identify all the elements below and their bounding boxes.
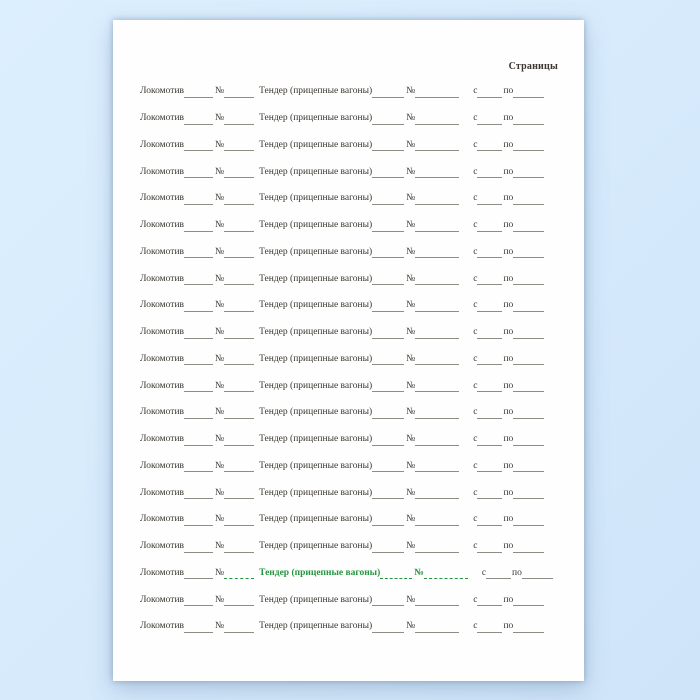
tender-label: Тендер (прицепные вагоны) xyxy=(259,434,373,444)
to-blank xyxy=(513,88,544,98)
numero-2-blank xyxy=(415,409,459,419)
from-blank xyxy=(477,329,502,339)
to-label: по xyxy=(512,567,522,578)
from-label: с xyxy=(473,487,478,498)
numero-sign: № xyxy=(215,193,225,204)
tender-blank xyxy=(372,302,404,312)
numero-sign-2: № xyxy=(406,407,416,418)
form-row xyxy=(140,312,557,339)
from-label: с xyxy=(473,86,478,97)
numero-blank xyxy=(224,88,254,98)
numero-blank xyxy=(224,248,254,258)
numero-2-blank xyxy=(415,141,459,151)
to-label: по xyxy=(503,621,514,632)
tender-label: Тендер (прицепные вагоны) xyxy=(259,300,373,311)
tender-blank xyxy=(372,168,404,178)
form-row xyxy=(140,579,557,606)
form-row xyxy=(140,151,557,178)
numero-sign: № xyxy=(215,407,225,418)
tender-label: Тендер (прицепные вагоны) xyxy=(259,220,373,230)
locomotive-number-blank xyxy=(184,623,213,633)
from-blank xyxy=(477,596,502,606)
numero-sign-2: № xyxy=(406,139,416,150)
numero-sign: № xyxy=(215,327,225,337)
form-row xyxy=(140,392,557,419)
locomotive-number-blank xyxy=(184,88,213,98)
locomotive-number-blank xyxy=(184,329,213,339)
numero-2-blank xyxy=(415,222,459,232)
locomotive-label: Локомотив xyxy=(140,567,185,578)
form-row xyxy=(140,606,557,633)
tender-blank xyxy=(372,596,404,606)
locomotive-number-blank xyxy=(184,195,213,205)
locomotive-label: Локомотив xyxy=(140,621,185,632)
document-page xyxy=(113,20,584,681)
numero-blank xyxy=(224,409,254,419)
from-blank xyxy=(477,222,502,232)
locomotive-number-blank xyxy=(184,436,213,446)
numero-blank xyxy=(224,195,254,205)
numero-sign: № xyxy=(215,434,225,444)
to-label: по xyxy=(503,380,514,391)
numero-sign-2: № xyxy=(406,246,416,257)
tender-label: Тендер (прицепные вагоны) xyxy=(259,353,373,364)
numero-blank xyxy=(224,516,254,526)
from-blank xyxy=(477,409,502,419)
to-blank xyxy=(513,248,544,258)
numero-blank xyxy=(224,141,254,151)
numero-sign: № xyxy=(215,86,225,97)
numero-blank xyxy=(224,462,254,472)
locomotive-label: Локомотив xyxy=(140,86,185,97)
numero-2-blank xyxy=(415,623,459,633)
numero-sign: № xyxy=(215,541,225,551)
from-label: с xyxy=(473,541,478,551)
numero-2-blank xyxy=(415,115,459,125)
to-label: по xyxy=(503,487,514,498)
numero-blank xyxy=(224,275,254,285)
locomotive-label: Локомотив xyxy=(140,113,185,123)
locomotive-number-blank xyxy=(184,302,213,312)
numero-sign-2: № xyxy=(406,193,416,204)
numero-sign: № xyxy=(215,139,225,150)
locomotive-label: Локомотив xyxy=(140,353,185,364)
tender-label: Тендер (прицепные вагоны) xyxy=(259,514,373,525)
locomotive-label: Локомотив xyxy=(140,220,185,230)
from-label: с xyxy=(473,327,478,337)
locomotive-number-blank xyxy=(184,275,213,285)
from-label: с xyxy=(473,380,478,391)
from-label: с xyxy=(473,193,478,204)
numero-sign: № xyxy=(215,594,225,605)
from-label: с xyxy=(481,567,487,578)
from-blank xyxy=(477,275,502,285)
form-row xyxy=(140,178,557,205)
from-label: с xyxy=(473,139,478,150)
numero-2-blank xyxy=(415,516,459,526)
numero-2-blank xyxy=(415,248,459,258)
to-label: по xyxy=(503,353,514,364)
numero-sign-2: № xyxy=(406,86,416,97)
numero-blank xyxy=(224,329,254,339)
numero-blank xyxy=(224,168,254,178)
from-blank xyxy=(477,623,502,633)
locomotive-label: Локомотив xyxy=(140,514,185,525)
locomotive-number-blank xyxy=(184,355,213,365)
locomotive-label: Локомотив xyxy=(140,541,185,551)
numero-2-blank xyxy=(415,88,459,98)
tender-blank xyxy=(372,248,404,258)
numero-2-blank xyxy=(424,569,468,579)
numero-2-blank xyxy=(415,462,459,472)
from-label: с xyxy=(473,407,478,418)
to-label: по xyxy=(503,434,514,444)
numero-blank xyxy=(224,623,254,633)
from-blank xyxy=(477,355,502,365)
numero-sign-2: № xyxy=(406,113,416,123)
to-label: по xyxy=(503,86,514,97)
numero-2-blank xyxy=(415,489,459,499)
locomotive-number-blank xyxy=(184,168,213,178)
numero-2-blank xyxy=(415,275,459,285)
numero-2-blank xyxy=(415,596,459,606)
tender-label: Тендер (прицепные вагоны) xyxy=(259,246,373,257)
to-blank xyxy=(513,195,544,205)
from-blank xyxy=(477,543,502,553)
tender-blank xyxy=(372,88,404,98)
to-label: по xyxy=(503,246,514,257)
tender-label: Тендер (прицепные вагоны) xyxy=(259,113,373,123)
to-label: по xyxy=(503,407,514,418)
from-blank xyxy=(477,248,502,258)
numero-sign: № xyxy=(215,220,225,230)
locomotive-number-blank xyxy=(184,569,213,579)
numero-sign-2: № xyxy=(406,621,416,632)
from-blank xyxy=(477,141,502,151)
from-label: с xyxy=(473,621,478,632)
tender-blank xyxy=(372,141,404,151)
tender-blank xyxy=(372,516,404,526)
locomotive-number-blank xyxy=(184,462,213,472)
numero-blank xyxy=(224,355,254,365)
to-blank xyxy=(513,168,544,178)
form-row xyxy=(140,205,557,232)
tender-blank xyxy=(372,382,404,392)
form-row xyxy=(140,419,557,446)
numero-sign: № xyxy=(215,380,225,391)
tender-label: Тендер (прицепные вагоны) xyxy=(259,567,381,578)
numero-sign-2: № xyxy=(406,594,416,605)
numero-sign: № xyxy=(215,246,225,257)
to-blank xyxy=(513,516,544,526)
numero-2-blank xyxy=(415,329,459,339)
locomotive-number-blank xyxy=(184,382,213,392)
locomotive-number-blank xyxy=(184,248,213,258)
locomotive-label: Локомотив xyxy=(140,327,185,337)
form-row xyxy=(140,285,557,312)
locomotive-label: Локомотив xyxy=(140,487,185,498)
numero-sign-2: № xyxy=(406,380,416,391)
tender-label: Тендер (прицепные вагоны) xyxy=(259,166,373,177)
tender-label: Тендер (прицепные вагоны) xyxy=(259,86,373,97)
numero-sign-2: № xyxy=(406,514,416,525)
form-row xyxy=(140,553,557,580)
numero-sign: № xyxy=(215,166,225,177)
numero-sign: № xyxy=(215,460,225,471)
locomotive-label: Локомотив xyxy=(140,300,185,311)
tender-label: Тендер (прицепные вагоны) xyxy=(259,327,373,337)
to-label: по xyxy=(503,541,514,551)
form-row xyxy=(140,98,557,125)
from-blank xyxy=(477,302,502,312)
tender-blank xyxy=(372,409,404,419)
numero-sign: № xyxy=(215,621,225,632)
form-row xyxy=(140,365,557,392)
numero-blank xyxy=(224,382,254,392)
tender-blank xyxy=(372,355,404,365)
from-blank xyxy=(477,195,502,205)
from-label: с xyxy=(473,246,478,257)
numero-blank xyxy=(224,569,254,579)
tender-label: Тендер (прицепные вагоны) xyxy=(259,273,373,284)
tender-blank xyxy=(372,275,404,285)
tender-blank xyxy=(372,623,404,633)
to-label: по xyxy=(503,166,514,177)
locomotive-label: Локомотив xyxy=(140,434,185,444)
tender-blank xyxy=(372,436,404,446)
locomotive-label: Локомотив xyxy=(140,139,185,150)
from-label: с xyxy=(473,300,478,311)
from-label: с xyxy=(473,434,478,444)
numero-sign: № xyxy=(215,514,225,525)
to-blank xyxy=(513,543,544,553)
tender-blank xyxy=(372,115,404,125)
numero-sign: № xyxy=(215,487,225,498)
form-row xyxy=(140,499,557,526)
tender-label: Тендер (прицепные вагоны) xyxy=(259,594,373,605)
from-label: с xyxy=(473,594,478,605)
tender-blank xyxy=(372,329,404,339)
to-label: по xyxy=(503,327,514,337)
locomotive-number-blank xyxy=(184,543,213,553)
form-row xyxy=(140,472,557,499)
locomotive-number-blank xyxy=(184,489,213,499)
to-blank xyxy=(513,275,544,285)
tender-blank xyxy=(372,195,404,205)
form-row xyxy=(140,446,557,473)
to-label: по xyxy=(503,113,514,123)
to-blank xyxy=(513,409,544,419)
to-label: по xyxy=(503,594,514,605)
tender-blank xyxy=(380,569,412,579)
form-row xyxy=(140,526,557,553)
form-row xyxy=(140,125,557,152)
locomotive-label: Локомотив xyxy=(140,380,185,391)
numero-sign: № xyxy=(215,113,225,123)
to-label: по xyxy=(503,273,514,284)
numero-blank xyxy=(224,596,254,606)
from-blank xyxy=(477,436,502,446)
numero-2-blank xyxy=(415,302,459,312)
locomotive-label: Локомотив xyxy=(140,273,185,284)
to-label: по xyxy=(503,514,514,525)
numero-sign-2: № xyxy=(406,487,416,498)
tender-label: Тендер (прицепные вагоны) xyxy=(259,541,373,551)
numero-sign-2: № xyxy=(406,353,416,364)
to-blank xyxy=(513,115,544,125)
locomotive-number-blank xyxy=(184,222,213,232)
numero-2-blank xyxy=(415,382,459,392)
tender-label: Тендер (прицепные вагоны) xyxy=(259,487,373,498)
tender-label: Тендер (прицепные вагоны) xyxy=(259,621,373,632)
from-label: с xyxy=(473,273,478,284)
from-label: с xyxy=(473,113,478,123)
to-label: по xyxy=(503,300,514,311)
locomotive-number-blank xyxy=(184,596,213,606)
numero-sign-2: № xyxy=(406,327,416,337)
to-blank xyxy=(513,623,544,633)
to-blank xyxy=(522,569,553,579)
numero-2-blank xyxy=(415,543,459,553)
tender-blank xyxy=(372,462,404,472)
form-row xyxy=(140,339,557,366)
to-blank xyxy=(513,436,544,446)
numero-sign-2: № xyxy=(414,567,424,578)
numero-blank xyxy=(224,222,254,232)
numero-blank xyxy=(224,543,254,553)
numero-sign-2: № xyxy=(406,434,416,444)
locomotive-number-blank xyxy=(184,516,213,526)
from-label: с xyxy=(473,353,478,364)
from-blank xyxy=(477,88,502,98)
to-blank xyxy=(513,462,544,472)
numero-2-blank xyxy=(415,355,459,365)
locomotive-number-blank xyxy=(184,409,213,419)
from-blank xyxy=(477,168,502,178)
locomotive-label: Локомотив xyxy=(140,460,185,471)
tender-label: Тендер (прицепные вагоны) xyxy=(259,139,373,150)
to-blank xyxy=(513,329,544,339)
form-row xyxy=(140,232,557,259)
tender-label: Тендер (прицепные вагоны) xyxy=(259,407,373,418)
from-blank xyxy=(477,115,502,125)
numero-sign: № xyxy=(215,273,225,284)
tender-label: Тендер (прицепные вагоны) xyxy=(259,380,373,391)
to-label: по xyxy=(503,460,514,471)
numero-sign: № xyxy=(215,300,225,311)
numero-blank xyxy=(224,115,254,125)
to-blank xyxy=(513,382,544,392)
numero-sign-2: № xyxy=(406,300,416,311)
form-row xyxy=(140,258,557,285)
numero-sign-2: № xyxy=(406,273,416,284)
tender-blank xyxy=(372,489,404,499)
to-blank xyxy=(513,489,544,499)
from-blank xyxy=(477,489,502,499)
numero-blank xyxy=(224,436,254,446)
numero-sign-2: № xyxy=(406,220,416,230)
from-label: с xyxy=(473,514,478,525)
numero-sign-2: № xyxy=(406,541,416,551)
to-blank xyxy=(513,141,544,151)
from-label: с xyxy=(473,460,478,471)
page-title: Страницы xyxy=(508,61,558,72)
locomotive-label: Локомотив xyxy=(140,407,185,418)
locomotive-label: Локомотив xyxy=(140,166,185,177)
tender-blank xyxy=(372,222,404,232)
tender-blank xyxy=(372,543,404,553)
numero-2-blank xyxy=(415,436,459,446)
numero-blank xyxy=(224,302,254,312)
form-row xyxy=(140,71,557,98)
from-blank xyxy=(477,516,502,526)
from-label: с xyxy=(473,166,478,177)
locomotive-number-blank xyxy=(184,115,213,125)
locomotive-number-blank xyxy=(184,141,213,151)
locomotive-label: Локомотив xyxy=(140,594,185,605)
to-blank xyxy=(513,596,544,606)
to-label: по xyxy=(503,193,514,204)
numero-2-blank xyxy=(415,168,459,178)
numero-blank xyxy=(224,489,254,499)
to-blank xyxy=(513,355,544,365)
tender-label: Тендер (прицепные вагоны) xyxy=(259,460,373,471)
numero-sign-2: № xyxy=(406,166,416,177)
from-blank xyxy=(477,462,502,472)
numero-sign: № xyxy=(215,567,225,578)
to-blank xyxy=(513,222,544,232)
tender-label: Тендер (прицепные вагоны) xyxy=(259,193,373,204)
to-blank xyxy=(513,302,544,312)
from-blank xyxy=(486,569,511,579)
locomotive-label: Локомотив xyxy=(140,193,185,204)
locomotive-label: Локомотив xyxy=(140,246,185,257)
to-label: по xyxy=(503,139,514,150)
from-label: с xyxy=(473,220,478,230)
numero-sign: № xyxy=(215,353,225,364)
form-rows xyxy=(140,71,557,633)
numero-sign-2: № xyxy=(406,460,416,471)
to-label: по xyxy=(503,220,514,230)
numero-2-blank xyxy=(415,195,459,205)
from-blank xyxy=(477,382,502,392)
